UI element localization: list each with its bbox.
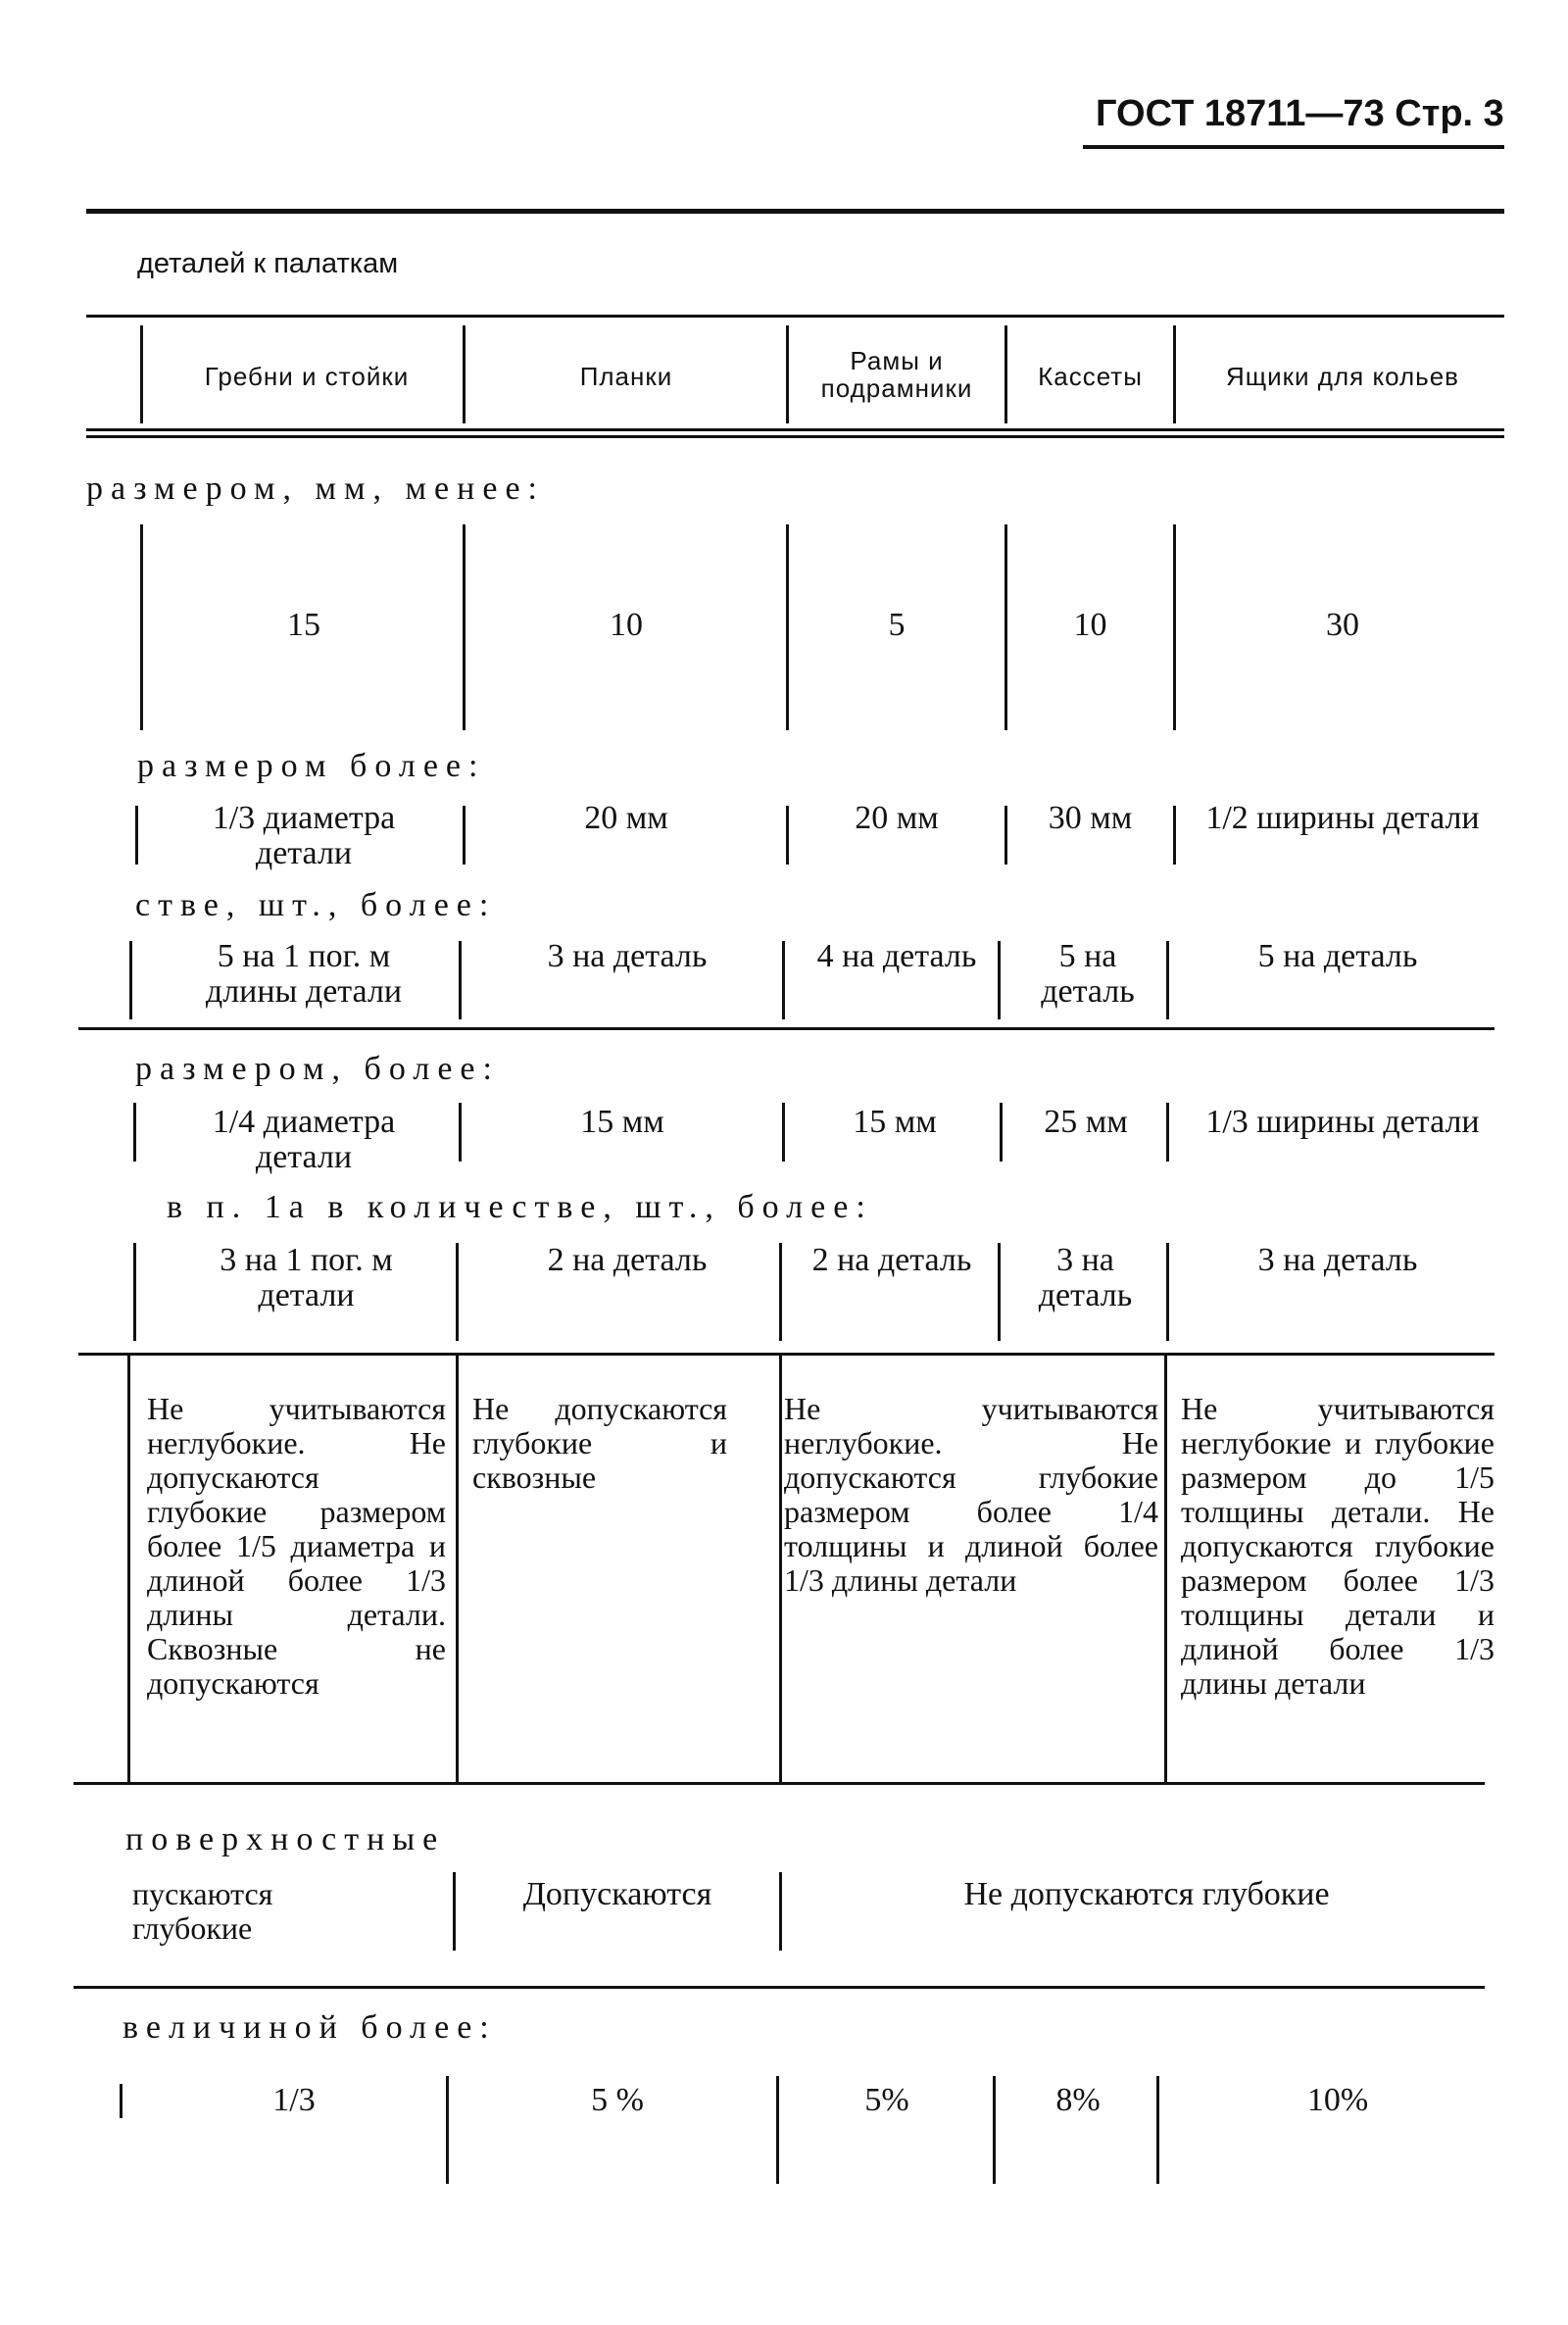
cell-value: 20 мм <box>584 800 668 836</box>
cell-value: Допускаются <box>522 1876 712 1912</box>
column-divider <box>993 2076 996 2184</box>
column-divider <box>140 524 143 730</box>
row-label: в п. 1а в количестве, шт., более: <box>167 1189 873 1225</box>
row-label: размером более: <box>137 748 486 784</box>
column-divider <box>135 806 138 865</box>
cell-value: 15 мм <box>853 1104 937 1140</box>
cell-value: 2 на деталь <box>811 1242 972 1278</box>
column-divider <box>1166 1243 1169 1341</box>
column-divider <box>1000 1103 1003 1162</box>
row-label: поверхностные <box>125 1821 446 1857</box>
header-divider <box>1173 325 1176 423</box>
column-divider <box>1173 806 1176 865</box>
header-divider <box>140 325 143 423</box>
row-rule <box>78 1027 1494 1030</box>
cell-value: 4 на деталь <box>816 938 977 974</box>
row-label: стве, шт., более: <box>135 887 497 923</box>
column-divider <box>779 1872 782 1951</box>
cell-value: 1/2 ширины детали <box>1205 800 1480 836</box>
cell-value: 5 % <box>591 2082 644 2118</box>
column-divider <box>456 1356 459 1782</box>
header-divider <box>1004 325 1007 423</box>
column-divider <box>782 941 785 1019</box>
column-divider <box>127 1356 130 1782</box>
column-divider <box>782 1103 785 1162</box>
header-bottom-rule <box>86 428 1504 431</box>
column-divider <box>1166 941 1169 1019</box>
header-top-rule <box>86 315 1504 318</box>
cell-value: 20 мм <box>855 800 939 836</box>
column-divider <box>998 1243 1001 1341</box>
cell-value: 2 на деталь <box>547 1242 708 1278</box>
column-divider <box>1166 1103 1169 1162</box>
cell-text: Не допускаются глубокие и сквозные <box>472 1391 727 1495</box>
cell-value: 3 на деталь <box>547 938 708 974</box>
cell-text: Не учитываются неглубокие. Не допускаются глубокие размером более 1/4 толщины и длиной более 1/3 длины детали <box>784 1391 1158 1598</box>
header-divider <box>463 325 466 423</box>
column-divider <box>776 2076 779 2184</box>
cell-text: пускаются глубокие <box>132 1876 273 1946</box>
cell-value: 30 <box>1326 607 1359 643</box>
column-divider <box>463 806 466 865</box>
column-header: Рамы и подрамники <box>820 346 973 403</box>
cell-value: 5 на деталь <box>1257 938 1418 974</box>
cell-value: 1/3 <box>272 2082 316 2118</box>
header-divider <box>786 325 789 423</box>
cell-value: 3 на деталь <box>1038 1242 1133 1313</box>
row-label: размером, более: <box>135 1051 500 1087</box>
column-divider <box>1173 524 1176 730</box>
cell-value: 10 <box>1073 607 1107 643</box>
cell-value: 5 на деталь <box>1041 938 1135 1010</box>
cell-value: 15 <box>287 607 320 643</box>
cell-value: 5 на 1 пог. м длины детали <box>205 938 403 1010</box>
cell-value: 8% <box>1055 2082 1101 2118</box>
table-caption: деталей к палаткам <box>137 248 399 279</box>
cell-value: 10 <box>610 607 643 643</box>
column-divider <box>1164 1356 1167 1782</box>
cell-value: 5% <box>864 2082 909 2118</box>
column-divider <box>786 524 789 730</box>
cell-value: 1/3 ширины детали <box>1205 1104 1480 1140</box>
column-divider <box>779 1356 782 1782</box>
cell-text: Не учитываются неглубокие. Не допускаются глубокие размером более 1/5 диаметра и длиной более 1/3 длины детали. Сквозные не допускаются <box>147 1391 446 1701</box>
column-divider <box>456 1243 459 1341</box>
page-number: Стр. 3 <box>1395 93 1504 134</box>
document-header <box>1096 93 1504 135</box>
cell-value: 1/3 диаметра детали <box>212 800 396 871</box>
column-divider <box>779 1243 782 1341</box>
column-header: Планки <box>579 362 673 391</box>
column-header: Гребни и стойки <box>204 362 410 391</box>
column-divider <box>1004 524 1007 730</box>
column-divider <box>786 806 789 865</box>
cell-value: Не допускаются глубокие <box>963 1876 1330 1912</box>
column-header: Ящики для кольев <box>1225 362 1459 391</box>
column-divider <box>446 2076 449 2184</box>
row-rule <box>74 1986 1485 1989</box>
cell-text: Не учитываются неглубокие и глубокие размером до 1/5 толщины детали. Не допускаются глубокие размером более 1/3 толщины детали и длиной более 1/3 длины детали <box>1181 1391 1494 1701</box>
cell-value: 3 на деталь <box>1257 1242 1418 1278</box>
cell-value: 25 мм <box>1044 1104 1128 1140</box>
cell-value: 3 на 1 пог. м детали <box>220 1242 393 1313</box>
standard-number: ГОСТ 18711—73 <box>1096 93 1385 134</box>
column-divider <box>133 1103 136 1162</box>
row-rule <box>74 1782 1485 1785</box>
header-bottom-rule <box>86 435 1504 438</box>
row-label: величиной более: <box>122 2009 497 2046</box>
row-label: размером, мм, менее: <box>86 470 545 507</box>
column-divider <box>129 941 132 1019</box>
cell-value: 5 <box>888 607 906 643</box>
column-divider <box>1156 2076 1159 2184</box>
column-divider <box>459 941 462 1019</box>
column-divider <box>463 524 466 730</box>
cell-value: 1/4 диаметра детали <box>212 1104 396 1175</box>
cell-value: 10% <box>1306 2082 1369 2118</box>
column-divider <box>120 2084 122 2118</box>
cell-value: 30 мм <box>1048 800 1133 836</box>
column-divider <box>1004 806 1007 865</box>
header-rule <box>1083 145 1504 149</box>
column-divider <box>459 1103 462 1162</box>
column-divider <box>133 1243 136 1341</box>
column-header: Кассеты <box>1038 362 1143 391</box>
cell-value: 15 мм <box>580 1104 664 1140</box>
row-rule <box>78 1353 1494 1356</box>
column-divider <box>453 1872 456 1951</box>
top-rule <box>86 209 1504 214</box>
